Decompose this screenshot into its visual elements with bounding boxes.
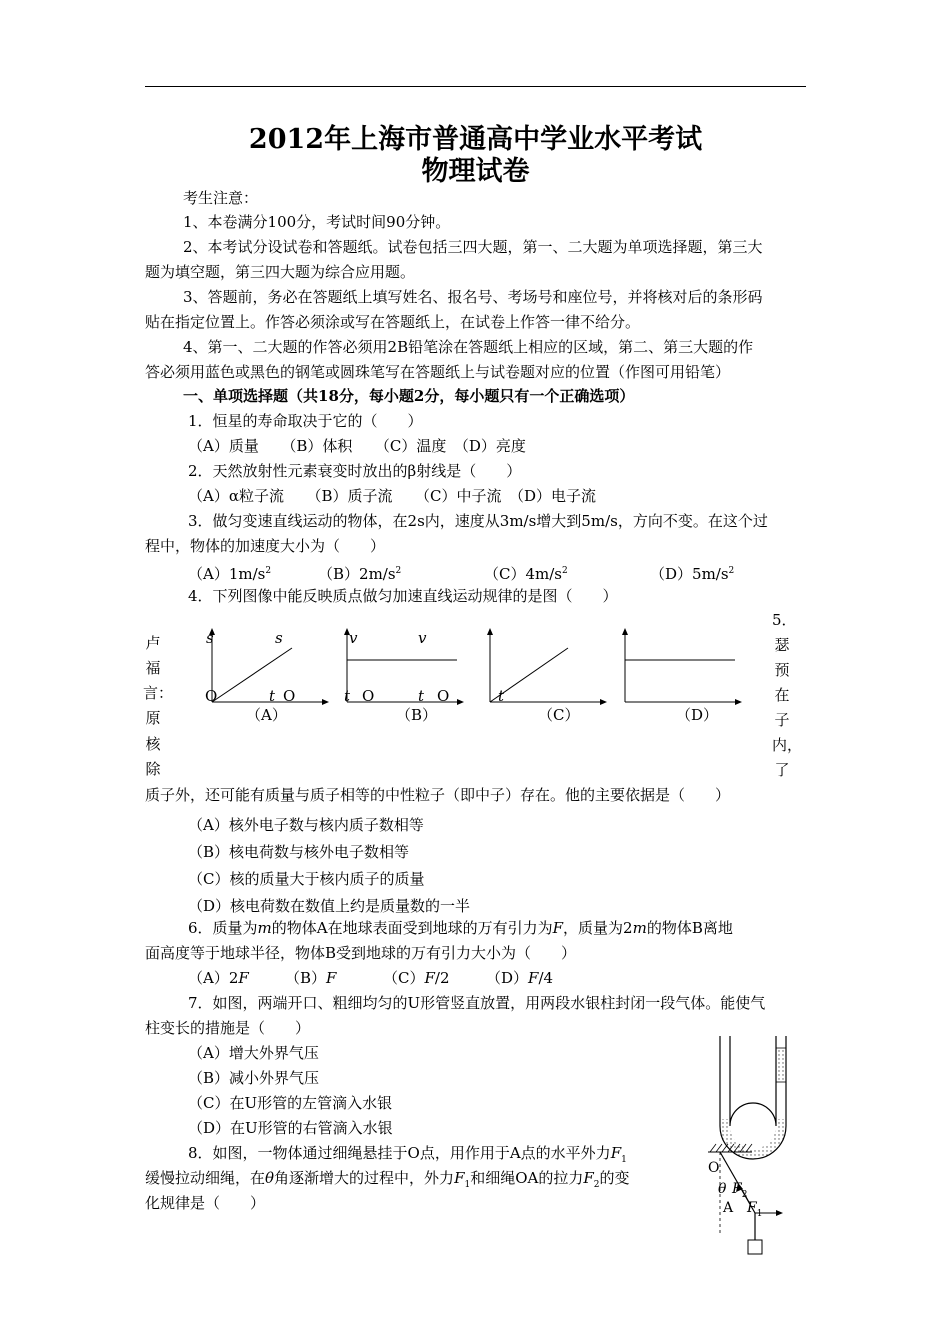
notice-item-3-cont: 贴在指定位置上。作答必须涂或写在答题纸上，在试卷上作答一律不给分。: [145, 313, 641, 331]
q7-stem-2: 柱变长的措施是（ ）: [145, 1019, 311, 1037]
q5-option-c: （C）核的质量大于核内质子的质量: [188, 870, 425, 888]
q3-option-a: $(A)1m/s^2$: [188, 565, 272, 583]
notice-item-1: 1、本卷满分100分，考试时间90分钟。: [183, 213, 451, 231]
q3-stem-1: 3．做匀变速直线运动的物体，在2s内，速度从3m/s增大到5m/s，方向不变。在这个过: [188, 512, 768, 530]
graph-b-origin: O: [283, 687, 296, 705]
q5-left-char-4: 原: [145, 709, 161, 727]
graph-c-caption: （C）: [538, 706, 580, 724]
exam-title: 2012年上海市普通高中学业水平考试: [248, 124, 703, 155]
notice-item-2: 2、本考试分设试卷和答题纸。试卷包括三四大题，第一、二大题为单项选择题，第三大: [183, 238, 763, 256]
q5-left-char-3: 言：: [143, 684, 174, 702]
graph-a-y-label-2: s: [275, 629, 283, 647]
graph-a-y-label: s: [206, 629, 214, 647]
notice-heading: 考生注意：: [183, 189, 259, 207]
q2-options: （A）α粒子流 （B）质子流 （C）中子流 （D）电子流: [188, 487, 596, 505]
q5-right-char-7: 了: [774, 761, 790, 779]
graph-b-x-label: t: [344, 687, 351, 705]
q3-option-b: $(B)2m/s^2$: [318, 565, 402, 583]
q5-left-char-2: 福: [145, 659, 161, 677]
q3-stem-2: 程中，物体的加速度大小为（ ）: [145, 537, 386, 555]
graph-c-x-label-prev: t: [418, 687, 425, 705]
q3-option-c: $(C)4m/s^2$: [484, 565, 568, 583]
q5-option-a: （A）核外电子数与核内质子数相等: [188, 816, 424, 834]
graph-a-x-arrow: [322, 699, 329, 705]
hanging-box: [748, 1240, 762, 1254]
graph-c-x-label: t: [498, 687, 505, 705]
q5-option-d: （D）核电荷数在数值上约是质量数的一半: [188, 897, 471, 915]
q7-stem-1: 7．如图，两端开口、粗细均匀的U形管竖直放置，用两段水银柱封闭一段气体。能使气: [188, 994, 766, 1012]
notice-item-4-cont: 答必须用蓝色或黑色的钢笔或圆珠笔写在答题纸上与试卷题对应的位置（作图可用铅笔）: [145, 363, 731, 381]
q5-right-char-1: 5．: [772, 611, 797, 629]
notice-item-4: 4、第一、二大题的作答必须用2B铅笔涂在答题纸上相应的区域，第二、第三大题的作: [183, 338, 754, 356]
q6-stem-2: 面高度等于地球半径，物体B受到地球的万有引力大小为（ ）: [145, 944, 577, 962]
fig-label-o: O: [708, 1160, 720, 1176]
force-f1-arrowhead: [776, 1210, 783, 1216]
q7-option-d: （D）在U形管的右管滴入水银: [188, 1119, 393, 1137]
graph-a-caption: （A）: [246, 706, 287, 724]
q5-left-char-6: 除: [145, 760, 161, 778]
q7-option-a: （A）增大外界气压: [188, 1044, 319, 1062]
graph-b-x-arrow: [457, 699, 464, 705]
q5-right-char-3: 预: [774, 661, 790, 679]
graph-d-caption: （D）: [676, 706, 719, 724]
notice-item-3: 3、答题前，务必在答题纸上填写姓名、报名号、考场号和座位号，并将核对后的条形码: [183, 288, 763, 306]
q6-option-a: （A）2F: [188, 969, 249, 987]
graph-c-x-arrow: [600, 699, 607, 705]
q8-stem-3: 化规律是（ ）: [145, 1194, 266, 1212]
graph-b-caption: （B）: [396, 706, 438, 724]
q3-option-d: $(D)5m/s^2$: [650, 565, 735, 583]
q5-option-b: （B）核电荷数与核外电子数相等: [188, 843, 410, 861]
graph-b-y-label: v: [349, 629, 358, 647]
q7-option-c: （C）在U形管的左管滴入水银: [188, 1094, 393, 1112]
graph-b-origin-2: O: [362, 687, 375, 705]
q4-stem: 4．下列图像中能反映质点做匀加速直线运动规律的是图（ ）: [188, 587, 618, 605]
fig-label-f2: $F_2$: [732, 1181, 748, 1200]
graph-a-origin: O: [205, 687, 218, 705]
graph-b-y-label-2: v: [418, 629, 427, 647]
graph-d-y-arrow: [622, 628, 628, 635]
q5-left-char-5: 核: [145, 735, 161, 753]
notice-item-2-cont: 题为填空题，第三四大题为综合应用题。: [145, 263, 416, 281]
q6-option-d: （D）F/4: [486, 969, 554, 987]
q5-right-char-2: 瑟: [774, 636, 790, 654]
u-tube-inner-wall: [730, 1036, 776, 1126]
q6-stem-1: 6．质量为m的物体A在地球表面受到地球的万有引力为F，质量为2m的物体B离地: [188, 919, 733, 937]
graph-a-x-label: t: [269, 687, 276, 705]
q2-stem: 2．天然放射性元素衰变时放出的β射线是（ ）: [188, 462, 522, 480]
q5-stem-cont: 质子外，还可能有质量与质子相等的中性粒子（即中子）存在。他的主要依据是（ ）: [145, 786, 731, 804]
graph-a-line: [212, 648, 292, 705]
q5-right-char-6: 内，: [772, 736, 803, 754]
q1-options: （A）质量 （B）体积 （C）温度 （D）亮度: [188, 437, 526, 455]
graph-c-origin: O: [437, 687, 450, 705]
q5-right-char-4: 在: [774, 686, 790, 704]
section-1-heading: 一、单项选择题（共18分，每小题2分，每小题只有一个正确选项）: [183, 387, 635, 405]
q8-stem-2: 缓慢拉动细绳，在θ角逐渐增大的过程中，外力$F_1$和细绳OA的拉力$F_2$的变: [145, 1169, 630, 1190]
top-rule: [145, 86, 806, 87]
q5-right-char-5: 子: [774, 711, 790, 729]
exam-subtitle: 物理试卷: [421, 156, 530, 187]
graph-c-y-arrow: [487, 628, 493, 635]
fig-label-a: A: [723, 1200, 734, 1216]
q6-option-c: （C）F/2: [383, 969, 450, 987]
fig-label-theta: θ: [718, 1181, 727, 1197]
q6-option-b: （B）F: [285, 969, 337, 987]
graph-d: [613, 628, 753, 708]
q1-stem: 1．恒星的寿命取决于它的（ ）: [188, 412, 423, 430]
graph-d-x-arrow: [735, 699, 742, 705]
q7-option-b: （B）减小外界气压: [188, 1069, 320, 1087]
q5-left-char-1: 卢: [145, 634, 161, 652]
q8-stem-1: 8．如图，一物体通过细绳悬挂于O点，用作用于A点的水平外力$F_1$: [188, 1144, 627, 1165]
mercury-right-column: [776, 1048, 786, 1082]
fig-label-f1: $F_1$: [747, 1200, 763, 1219]
